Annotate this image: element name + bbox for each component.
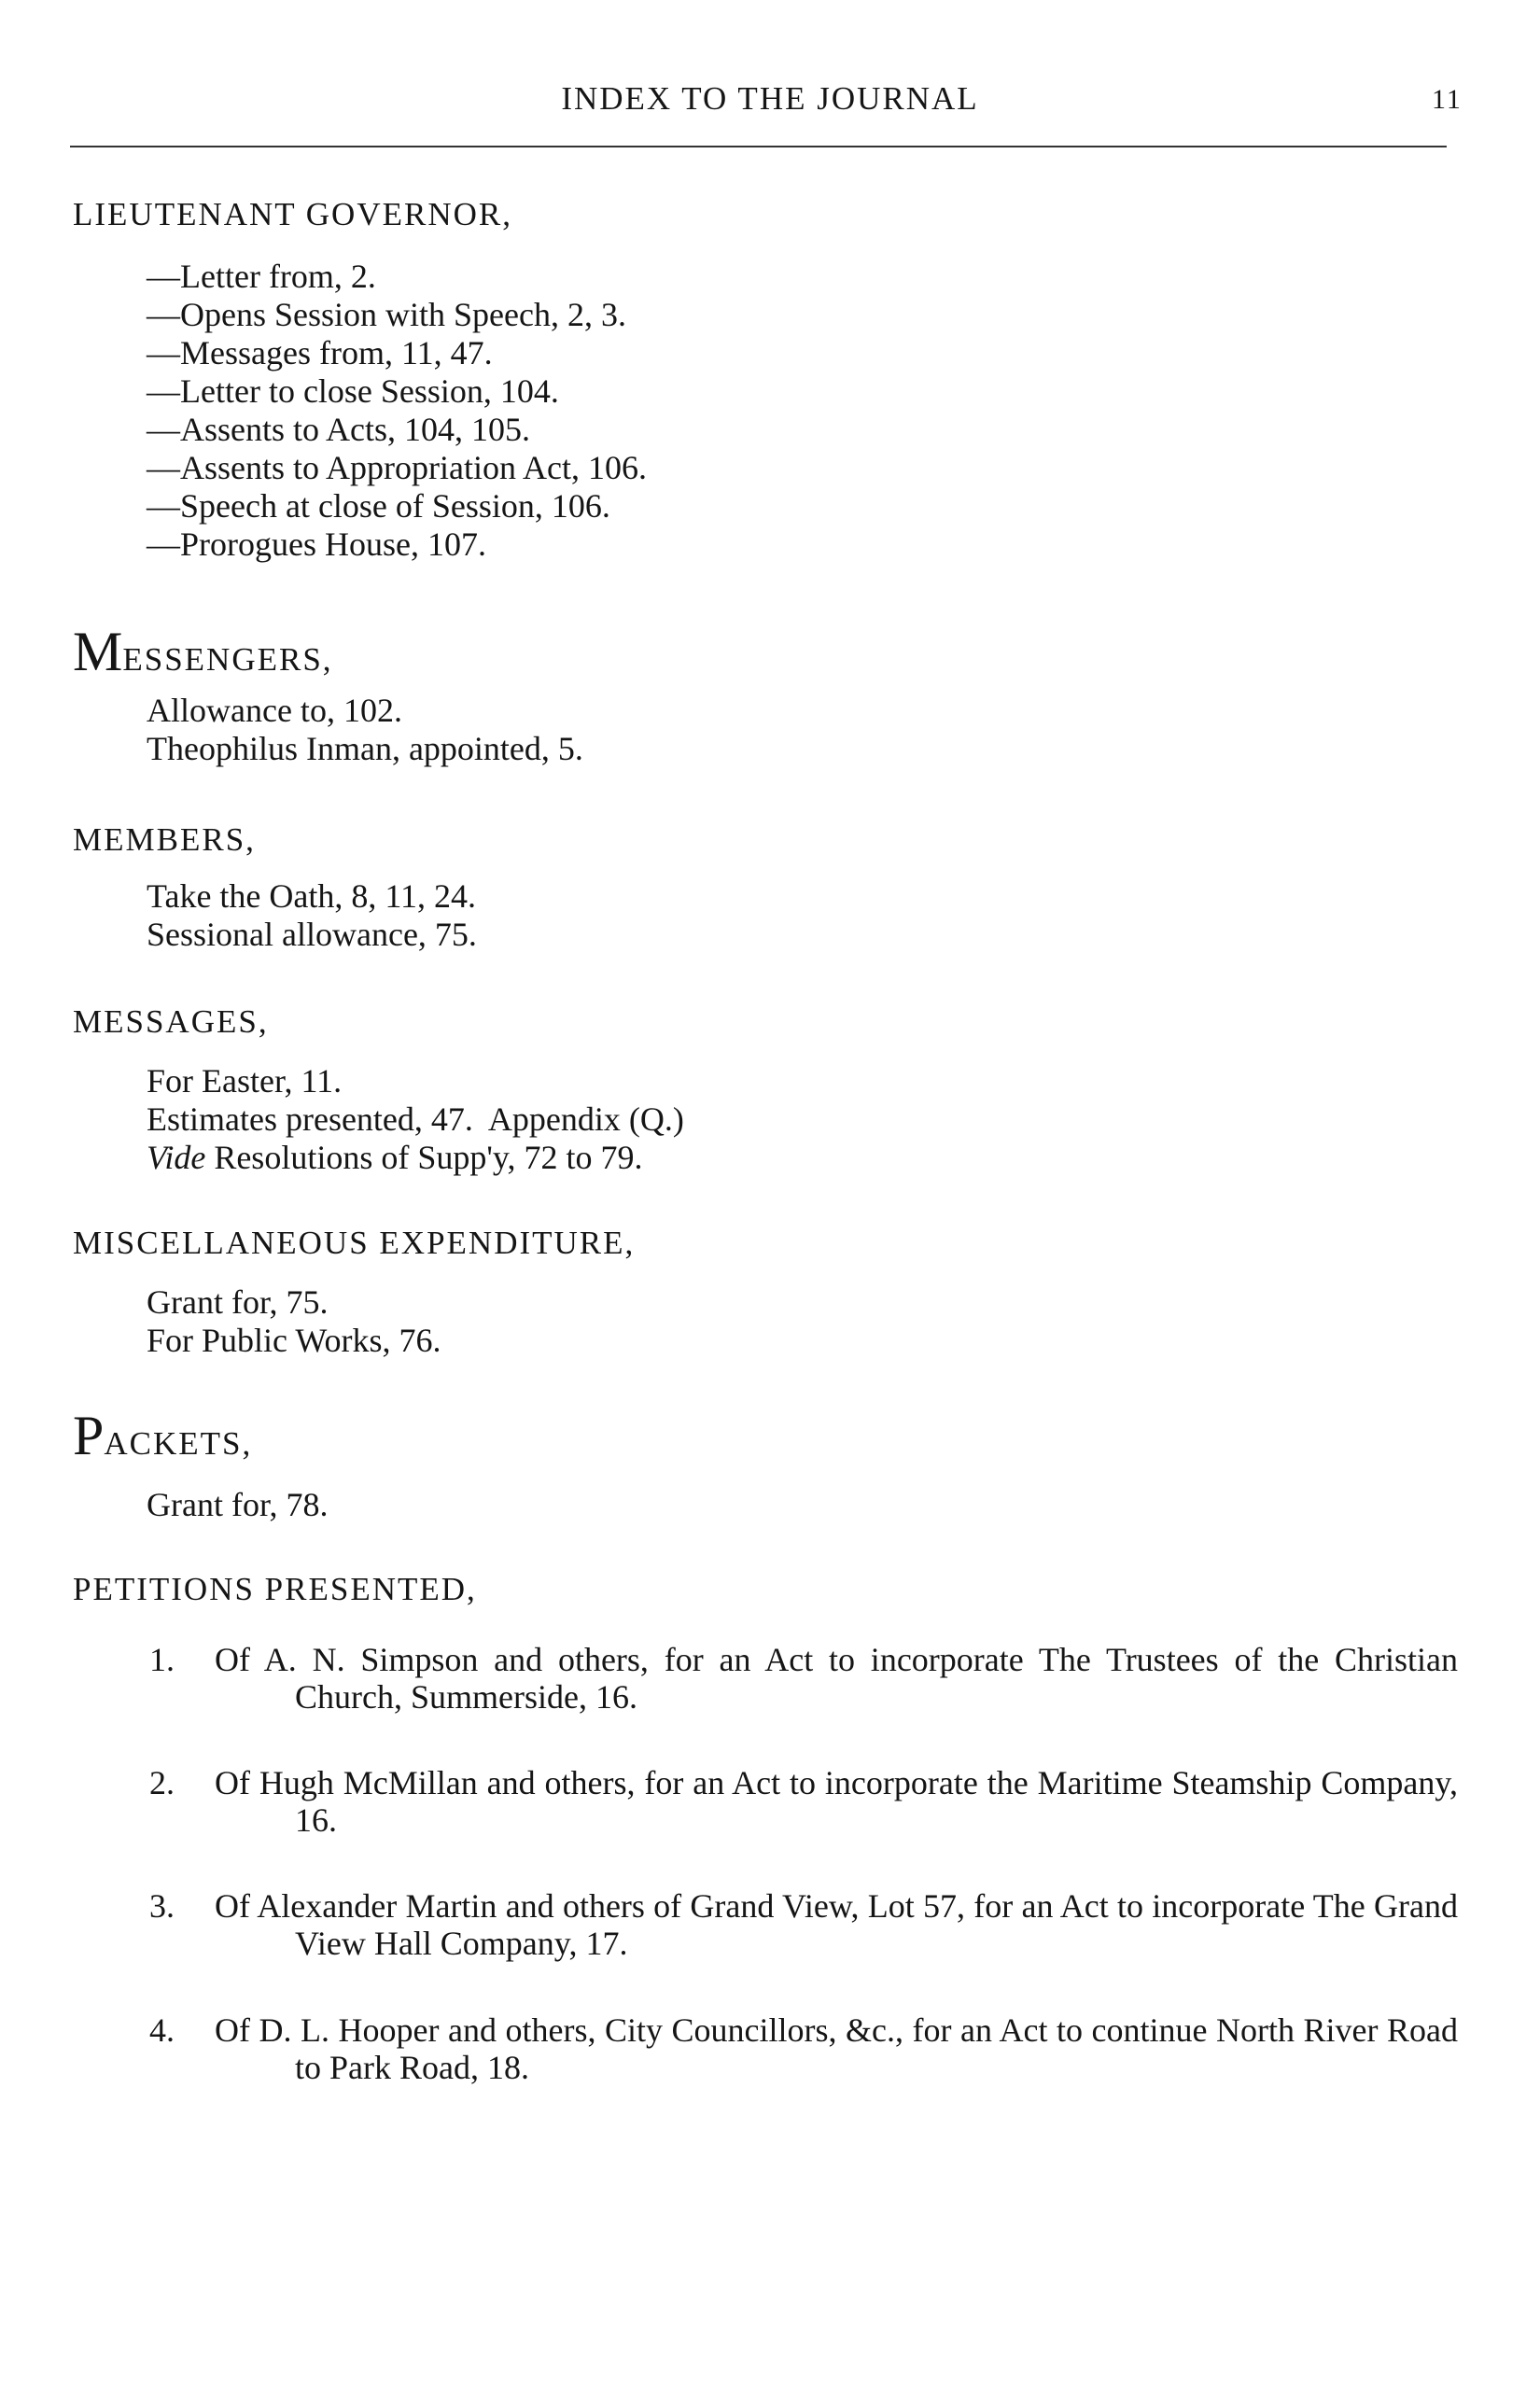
index-entry: —Assents to Appropriation Act, 106. <box>147 449 647 486</box>
index-entry: Sessional allowance, 75. <box>147 916 477 953</box>
entries-miscellaneous <box>147 1283 441 1360</box>
entries-messages <box>147 1062 684 1177</box>
index-entry: —Assents to Acts, 104, 105. <box>147 411 531 448</box>
entries-messengers <box>147 692 583 768</box>
vide-italic: Vide <box>147 1139 206 1176</box>
index-entry: —Messages from, 11, 47. <box>147 334 493 371</box>
heading-messages: MESSAGES, <box>73 1003 269 1040</box>
entries-members <box>147 877 477 954</box>
index-entry: Theophilus Inman, appointed, 5. <box>147 730 583 767</box>
index-entry: Take the Oath, 8, 11, 24. <box>147 877 477 915</box>
page-number: 11 <box>1432 84 1463 115</box>
heading-text: ESSENGERS, <box>122 641 333 678</box>
heading-miscellaneous-expenditure: MISCELLANEOUS EXPENDITURE, <box>73 1225 636 1261</box>
petition-text: Of D. L. Hooper and others, City Councillors, &c., for an Act to continue North River Road to Park Road, 18. <box>215 2011 1458 2086</box>
petition-item <box>149 1764 1458 1839</box>
index-entry: —Speech at close of Session, 106. <box>147 487 610 525</box>
index-entry: Grant for, 75. <box>147 1283 329 1321</box>
header-rule <box>70 146 1447 147</box>
index-entry: —Opens Session with Speech, 2, 3. <box>147 296 626 333</box>
petition-number: 1. <box>149 1641 175 1678</box>
index-entry: For Easter, 11. <box>147 1062 343 1100</box>
heading-text: ACKETS, <box>104 1425 253 1462</box>
petition-text: Of Hugh McMillan and others, for an Act to incorporate the Maritime Steamship Company, 16. <box>215 1764 1458 1839</box>
heading-petitions-presented: PETITIONS PRESENTED, <box>73 1571 477 1607</box>
index-entry: For Public Works, 76. <box>147 1322 441 1359</box>
petition-text: Of A. N. Simpson and others, for an Act to incorporate The Trustees of the Christian Church, Summerside, 16. <box>215 1641 1458 1716</box>
petition-text: Of Alexander Martin and others of Grand View, Lot 57, for an Act to incorporate The Grand View Hall Company, 17. <box>215 1887 1458 1962</box>
heading-lieutenant-governor: LIEUTENANT GOVERNOR, <box>73 196 512 232</box>
index-entry: Allowance to, 102. <box>147 692 402 729</box>
heading-members: MEMBERS, <box>73 821 256 858</box>
petition-number: 4. <box>149 2011 175 2049</box>
entries-packets <box>147 1486 329 1524</box>
running-head: INDEX TO THE JOURNAL <box>561 80 979 117</box>
index-entry: —Prorogues House, 107. <box>147 525 486 563</box>
index-entry <box>147 1139 684 1177</box>
index-entry: —Letter to close Session, 104. <box>147 372 559 410</box>
heading-messengers <box>73 621 333 682</box>
petition-item <box>149 1887 1458 1962</box>
heading-packets <box>73 1405 253 1466</box>
vide-text: Resolutions of Supp'y, 72 to 79. <box>205 1139 643 1176</box>
drop-initial: P <box>73 1405 105 1466</box>
drop-initial: M <box>73 621 123 682</box>
index-entry: Grant for, 78. <box>147 1486 329 1523</box>
petition-number: 3. <box>149 1887 175 1925</box>
petition-item <box>149 1641 1458 1716</box>
index-entry: —Letter from, 2. <box>147 258 376 295</box>
petition-item <box>149 2011 1458 2086</box>
entries-lieutenant-governor <box>147 258 647 564</box>
petition-number: 2. <box>149 1764 175 1801</box>
index-entry: Estimates presented, 47. Appendix (Q.) <box>147 1100 684 1138</box>
